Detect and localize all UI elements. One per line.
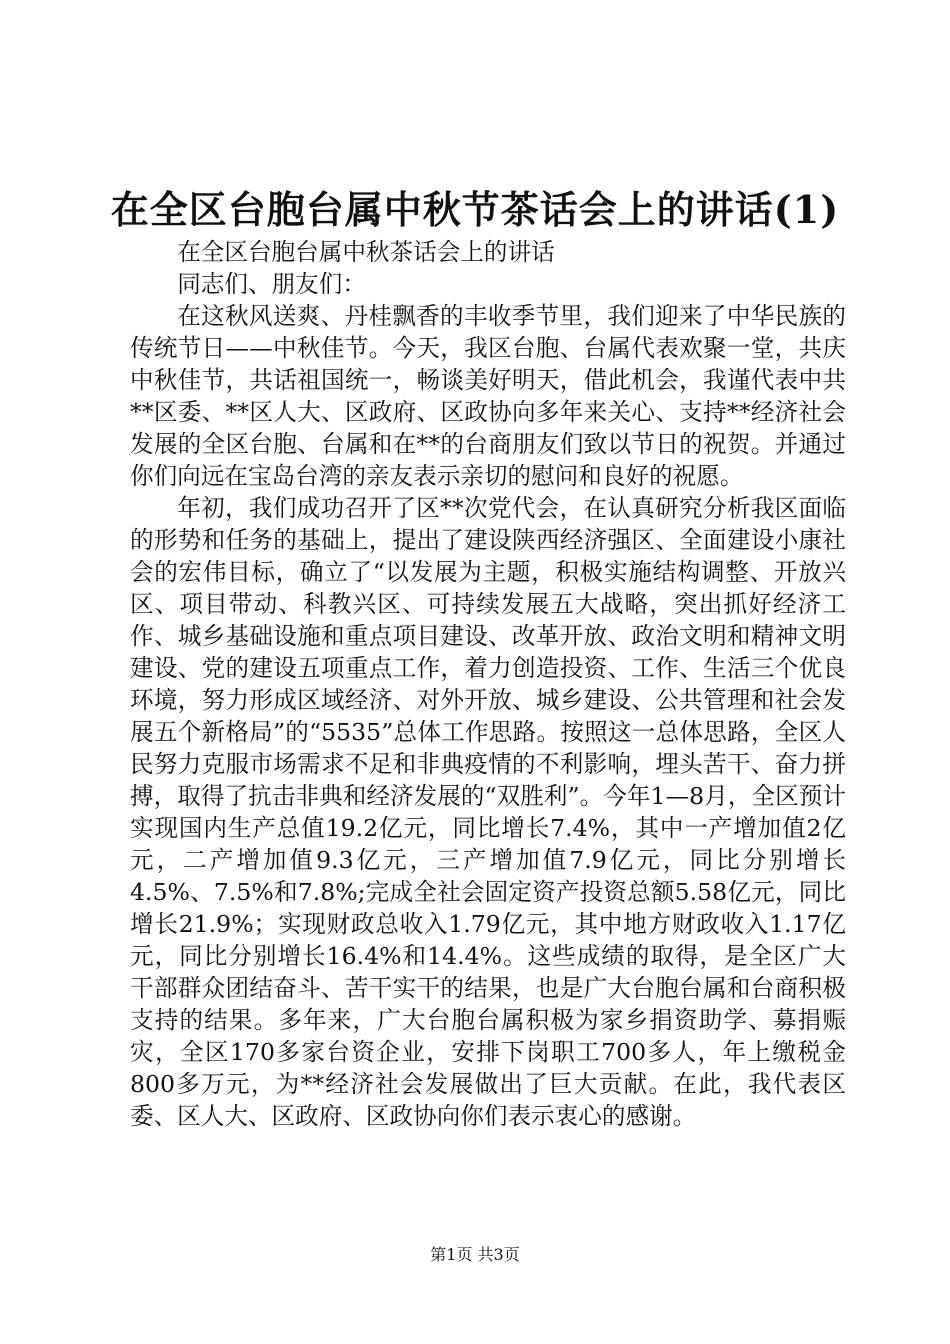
paragraph-2: 年初，我们成功召开了区**次党代会，在认真研究分析我区面临的形势和任务的基础上，提出了建设陕西经济强区、全面建设小康社会的宏伟目标，确立了“以发展为主题，积极实施结构调整、开放兴区、项目带动、科教兴区、可持续发展五大战略，突出抓好经济工作、城乡基础设施和重点项目建设、改革开放、政治文明和精神文明建设、党的建设五项重点工作，着力创造投资、工作、生活三个优良环境，努力形成区域经济、对外开放、城乡建设、公共管理和社会发展五个新格局”的“5535”总体工作思路。按照这一总体思路，全区人民努力克服市场需求不足和非典疫情的不利影响，埋头苦干、奋力拼搏，取得了抗击非典和经济发展的“双胜利”。今年1—8月，全区预计实现国内生产总值19.2亿元，同比增长7.4%，其中一产增加值2亿元，二产增加值9.3亿元，三产增加值7.9亿元，同比分别增长4.5%、7.5%和7.8%;完成全社会固定资产投资总额5.58亿元，同比增长21.9%；实现财政总收入1.79亿元，其中地方财政收入1.17亿元，同比分别增长16.4%和14.4%。这些成绩的取得，是全区广大干部群众团结奋斗、苦干实干的结果，也是广大台胞台属和台商积极支持的结果。多年来，广大台胞台属积极为家乡捐资助学、募捐赈灾，全区170多家台资企业，安排下岗职工700多人，年上缴税金800多万元，为**经济社会发展做出了巨大贡献。在此，我代表区委、区人大、区政府、区政协向你们表示衷心的感谢。 <box>130 494 846 1130</box>
subtitle-line: 在全区台胞台属中秋茶话会上的讲话 <box>177 238 555 266</box>
document-body <box>130 236 846 1132</box>
page-footer: 第1页 共3页 <box>430 1245 520 1264</box>
document-title: 在全区台胞台属中秋节茶话会上的讲话(1) <box>110 187 840 232</box>
salutation-line: 同志们、朋友们： <box>177 270 366 298</box>
paragraph-1: 在这秋风送爽、丹桂飘香的丰收季节里，我们迎来了中华民族的传统节日——中秋佳节。今天，我区台胞、台属代表欢聚一堂，共庆中秋佳节，共话祖国统一，畅谈美好明天，借此机会，我谨代表中共**区委、**区人大、区政府、区政协向多年来关心、支持**经济社会发展的全区台胞、台属和在**的台商朋友们致以节日的祝贺。并通过你们向远在宝岛台湾的亲友表示亲切的慰问和良好的祝愿。 <box>130 302 846 490</box>
